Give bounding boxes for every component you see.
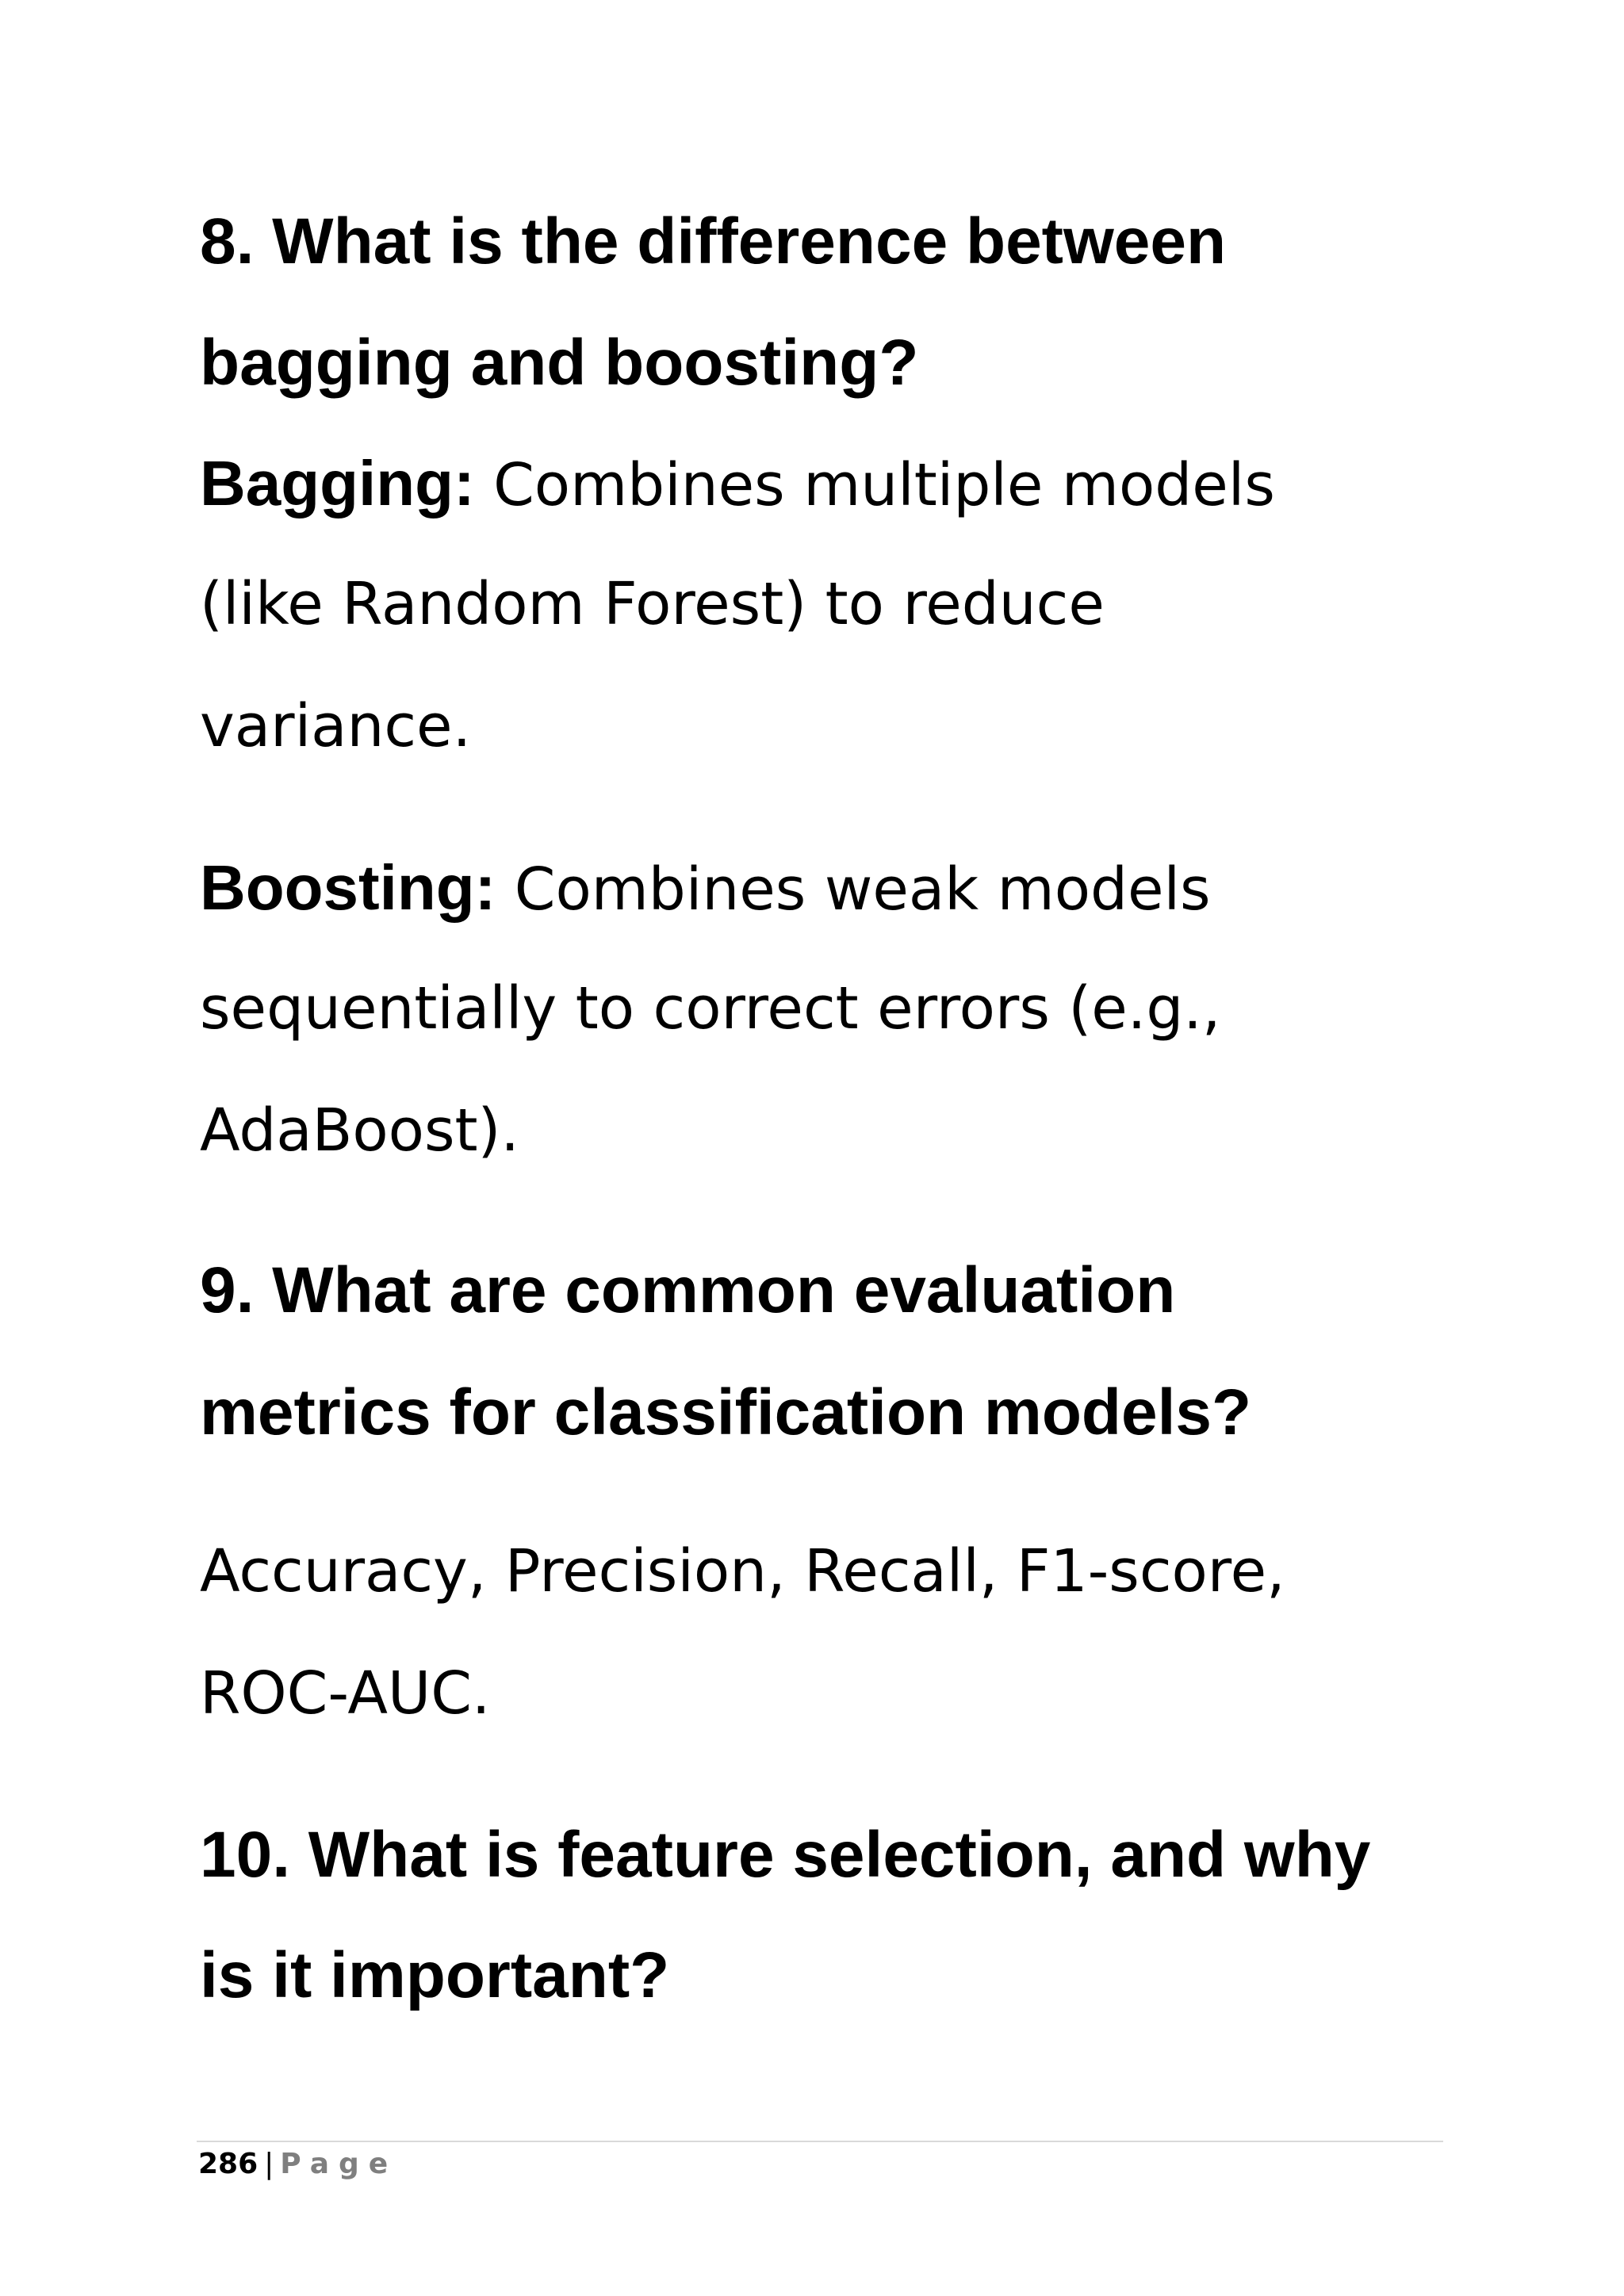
bagging-line-1-text: Combines multiple models: [474, 451, 1275, 519]
boosting-line-1-text: Combines weak models: [496, 855, 1211, 924]
question-9-line-2: metrics for classification models?: [200, 1376, 1252, 1448]
bagging-line-2: (like Random Forest) to reduce: [200, 570, 1105, 638]
answer-9-line-1: Accuracy, Precision, Recall, F1-score,: [200, 1537, 1285, 1605]
question-9-line-1: 9. What are common evaluation: [200, 1254, 1176, 1326]
footer-separator: |: [264, 2148, 274, 2180]
answer-9-line-2: ROC-AUC.: [200, 1659, 491, 1728]
page-footer: [198, 2149, 397, 2180]
boosting-line-3: AdaBoost).: [200, 1096, 519, 1165]
bagging-label: Bagging:: [200, 448, 475, 519]
question-10-line-2: is it important?: [200, 1939, 670, 2011]
page-label: Page: [280, 2148, 398, 2180]
bagging-line-3: variance.: [200, 692, 472, 760]
footer-divider: [197, 2141, 1443, 2142]
question-8-line-2: bagging and boosting?: [200, 327, 919, 399]
question-8-line-1: 8. What is the difference between: [200, 205, 1227, 277]
page-number: 286: [198, 2148, 259, 2180]
boosting-label: Boosting:: [200, 852, 496, 923]
boosting-line-1: [200, 848, 1211, 929]
bagging-line-1: [200, 444, 1275, 525]
question-10-line-1: 10. What is feature selection, and why: [200, 1819, 1371, 1891]
boosting-line-2: sequentially to correct errors (e.g.,: [200, 974, 1221, 1043]
